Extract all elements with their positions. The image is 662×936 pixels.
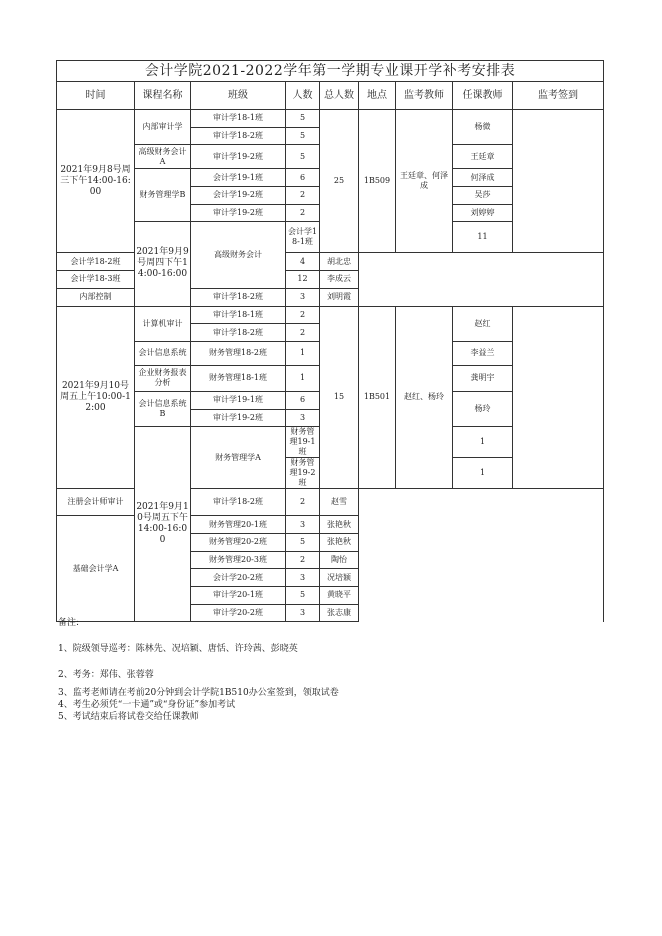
- teacher-cell: 杨玲: [453, 391, 513, 426]
- count-cell: 2: [286, 204, 320, 222]
- class-cell: 财务管理19-2班: [286, 458, 320, 489]
- signin-cell: [513, 110, 604, 253]
- class-cell: 会计学20-2班: [191, 569, 286, 587]
- count-cell: 2: [286, 551, 320, 569]
- teacher-cell: 赵红: [453, 306, 513, 341]
- count-cell: 2: [286, 187, 320, 205]
- teacher-cell: 赵雪: [320, 489, 359, 516]
- exam-schedule-table: [56, 60, 604, 622]
- class-cell: 会计学19-1班: [191, 169, 286, 187]
- count-cell: 3: [286, 409, 320, 427]
- class-cell: 财务管理20-3班: [191, 551, 286, 569]
- class-cell: 审计学20-2班: [191, 604, 286, 622]
- class-cell: 审计学18-2班: [191, 489, 286, 516]
- teacher-cell: 胡北忠: [320, 253, 359, 271]
- class-cell: 审计学18-2班: [191, 127, 286, 145]
- notes-section: [58, 617, 339, 723]
- teacher-cell: 况培颖: [320, 569, 359, 587]
- course-name: 高级财务会计A: [135, 145, 191, 169]
- header-proctors: 监考教师: [396, 82, 453, 110]
- teacher-cell: 刘明霞: [320, 288, 359, 306]
- count-cell: 6: [286, 169, 320, 187]
- count-cell: 4: [286, 253, 320, 271]
- teacher-cell: 何泽成: [453, 169, 513, 187]
- class-cell: 审计学18-1班: [191, 306, 286, 324]
- count-cell: 5: [286, 127, 320, 145]
- course-name: 高级财务会计: [191, 222, 286, 288]
- count-cell: 1: [286, 341, 320, 365]
- count-cell: 1: [453, 427, 513, 458]
- count-cell: 5: [286, 587, 320, 605]
- course-name: 基础会计学A: [57, 516, 135, 622]
- header-course: 课程名称: [135, 82, 191, 110]
- session-time: 2021年9月10号周五下午14:00-16:00: [135, 427, 191, 622]
- class-cell: 审计学18-2班: [191, 288, 286, 306]
- total-cell: 15: [320, 306, 359, 489]
- count-cell: 3: [286, 604, 320, 622]
- class-cell: 会计学18-3班: [57, 271, 135, 289]
- course-name: 会计信息系统: [135, 341, 191, 365]
- class-cell: 会计学18-1班: [286, 222, 320, 253]
- course-name: 计算机审计: [135, 306, 191, 341]
- session-time: 2021年9月8号周三下午14:00-16:00: [57, 110, 135, 253]
- signin-cell: [513, 306, 604, 489]
- teacher-cell: 陶怡: [320, 551, 359, 569]
- course-name: 财务管理学A: [191, 427, 286, 489]
- session-time: 2021年9月10号周五上午10:00-12:00: [57, 306, 135, 489]
- course-name: 财务管理学B: [135, 169, 191, 222]
- count-cell: 3: [286, 288, 320, 306]
- class-cell: 财务管理20-2班: [191, 533, 286, 551]
- class-cell: 财务管理20-1班: [191, 516, 286, 534]
- class-cell: 审计学18-1班: [191, 110, 286, 128]
- class-cell: 会计学19-2班: [191, 187, 286, 205]
- note-item: 4、考生必须凭“一卡通”或“身份证”参加考试: [58, 700, 236, 710]
- count-cell: 5: [286, 145, 320, 169]
- count-cell: 3: [286, 569, 320, 587]
- class-cell: 审计学19-2班: [191, 204, 286, 222]
- count-cell: 2: [286, 324, 320, 342]
- course-name: 内部审计学: [135, 110, 191, 145]
- header-location: 地点: [359, 82, 396, 110]
- count-cell: 11: [453, 222, 513, 253]
- count-cell: 1: [453, 458, 513, 489]
- course-name: 注册会计师审计: [57, 489, 135, 516]
- header-time: 时间: [57, 82, 135, 110]
- teacher-cell: 李成云: [320, 271, 359, 289]
- count-cell: 1: [286, 365, 320, 391]
- class-cell: 财务管理18-1班: [191, 365, 286, 391]
- note-item: 1、院级领导巡考：陈林先、况培颖、唐恬、许玲茜、彭晓英: [58, 644, 298, 654]
- class-cell: 会计学18-2班: [57, 253, 135, 271]
- note-item: 3、监考老师请在考前20分钟到会计学院1B510办公室签到，领取试卷: [58, 688, 339, 698]
- teacher-cell: 刘婷婷: [453, 204, 513, 222]
- count-cell: 3: [286, 516, 320, 534]
- teacher-cell: 杨微: [453, 110, 513, 145]
- class-cell: 审计学19-1班: [191, 391, 286, 409]
- count-cell: 2: [286, 489, 320, 516]
- teacher-cell: 王廷章: [453, 145, 513, 169]
- location-cell: 1B509: [359, 110, 396, 253]
- teacher-cell: 张艳秋: [320, 516, 359, 534]
- class-cell: 审计学20-1班: [191, 587, 286, 605]
- class-cell: 财务管理18-2班: [191, 341, 286, 365]
- class-cell: 财务管理19-1班: [286, 427, 320, 458]
- count-cell: 2: [286, 306, 320, 324]
- count-cell: 12: [286, 271, 320, 289]
- class-cell: 审计学19-2班: [191, 145, 286, 169]
- notes-heading: 备注:: [58, 618, 80, 628]
- teacher-cell: 龚明宇: [453, 365, 513, 391]
- teacher-cell: 张志康: [320, 604, 359, 622]
- table-title: 会计学院2021-2022学年第一学期专业课开学补考安排表: [57, 61, 604, 82]
- proctors-cell: 赵红、杨玲: [396, 306, 453, 489]
- course-name: 企业财务报表分析: [135, 365, 191, 391]
- note-item: 2、考务：郑伟、张蓉蓉: [58, 670, 154, 680]
- teacher-cell: 吴莎: [453, 187, 513, 205]
- header-count: 人数: [286, 82, 320, 110]
- note-item: 5、考试结束后将试卷交给任课教师: [58, 712, 199, 722]
- teacher-cell: 黄晓平: [320, 587, 359, 605]
- header-total: 总人数: [320, 82, 359, 110]
- header-teacher: 任课教师: [453, 82, 513, 110]
- class-cell: 审计学18-2班: [191, 324, 286, 342]
- location-cell: 1B501: [359, 306, 396, 489]
- header-class: 班级: [191, 82, 286, 110]
- count-cell: 5: [286, 110, 320, 128]
- teacher-cell: 李益兰: [453, 341, 513, 365]
- count-cell: 6: [286, 391, 320, 409]
- header-signin: 监考签到: [513, 82, 604, 110]
- total-cell: 25: [320, 110, 359, 253]
- proctors-cell: 王廷章、何泽成: [396, 110, 453, 253]
- count-cell: 5: [286, 533, 320, 551]
- teacher-cell: 张艳秋: [320, 533, 359, 551]
- course-name: 内部控制: [57, 288, 135, 306]
- course-name: 会计信息系统B: [135, 391, 191, 426]
- session-time: 2021年9月9号周四下午14:00-16:00: [135, 222, 191, 306]
- class-cell: 审计学19-2班: [191, 409, 286, 427]
